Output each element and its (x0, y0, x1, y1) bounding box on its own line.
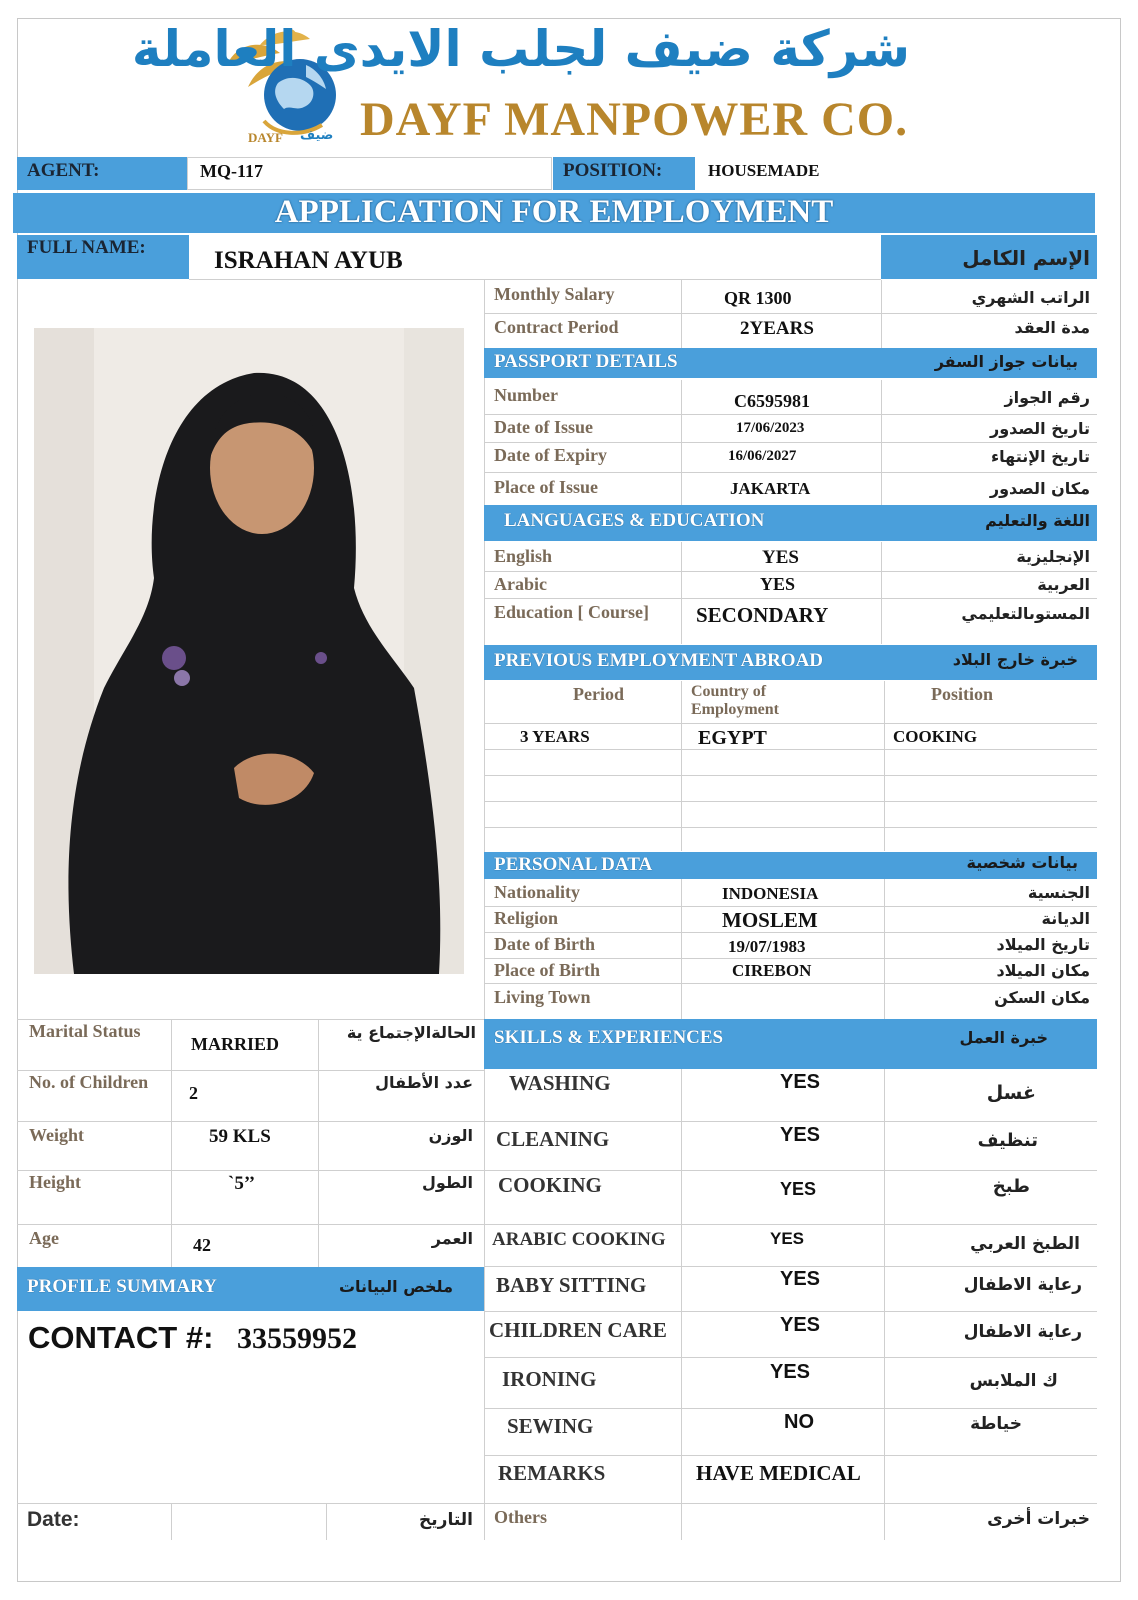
arabic-ar: العربية (1037, 575, 1090, 594)
employment-col-position: Position (931, 684, 994, 704)
remarks-label: REMARKS (498, 1461, 606, 1485)
others-label: Others (494, 1507, 547, 1527)
contact-label: CONTACT #: (28, 1320, 214, 1355)
height-value: `5’’ (228, 1173, 256, 1194)
period-value: 2YEARS (740, 318, 814, 339)
skill-sewing-ar: خياطة (970, 1414, 1022, 1434)
position-label: POSITION: (563, 160, 663, 181)
employment-title: PREVIOUS EMPLOYMENT ABROAD (494, 650, 824, 671)
employment-col-period: Period (573, 684, 624, 704)
passport-place-ar: مكان الصدور (989, 479, 1090, 498)
employment-row-country: EGYPT (698, 727, 767, 749)
applicant-photo (34, 328, 464, 974)
arabic-value: YES (760, 574, 796, 594)
weight-label: Weight (29, 1125, 85, 1145)
full-name-value: ISRAHAN AYUB (214, 247, 403, 274)
religion-value: MOSLEM (722, 908, 818, 932)
logo-text-ar: ضيف (300, 128, 334, 143)
employment-title-ar: خبرة خارج البلاد (952, 650, 1078, 669)
passport-title-ar: بيانات جواز السفر (934, 352, 1078, 371)
skills-title-ar: خبرة العمل (959, 1028, 1048, 1047)
height-label: Height (29, 1172, 81, 1192)
company-name-en: DAYF MANPOWER CO. (360, 93, 909, 146)
skill-baby-sitting-value: YES (780, 1268, 821, 1290)
skill-arabic-cooking-ar: الطبخ العربي (970, 1234, 1080, 1254)
skill-cleaning-value: YES (780, 1124, 821, 1146)
languages-title-ar: اللغة والتعليم (985, 511, 1090, 530)
skill-arabic-cooking-value: YES (770, 1229, 805, 1248)
pob-ar: مكان الميلاد (996, 961, 1090, 980)
personal-title: PERSONAL DATA (494, 854, 653, 875)
age-ar: العمر (431, 1229, 473, 1248)
height-ar: الطول (422, 1173, 473, 1192)
skill-washing-label: WASHING (509, 1071, 611, 1095)
marital-label: Marital Status (29, 1021, 141, 1041)
passport-issue-value: 17/06/2023 (736, 420, 805, 436)
passport-expiry-label: Date of Expiry (494, 445, 607, 465)
nationality-label: Nationality (494, 882, 581, 902)
age-label: Age (29, 1228, 59, 1248)
agent-value: MQ-117 (200, 161, 263, 181)
employment-row-position: COOKING (893, 727, 978, 746)
dob-ar: تاريخ الميلاد (996, 935, 1090, 954)
passport-number-ar: رقم الجواز (1004, 388, 1090, 407)
passport-place-label: Place of Issue (494, 477, 598, 497)
education-ar: المستوىالتعليمي (961, 604, 1090, 623)
full-name-label: FULL NAME: (27, 237, 146, 258)
skill-children-care-label: CHILDREN CARE (489, 1318, 667, 1342)
skill-sewing-value: NO (784, 1411, 814, 1433)
passport-number-label: Number (494, 385, 558, 405)
nationality-value: INDONESIA (722, 884, 819, 903)
skill-ironing-ar: ك الملابس (969, 1371, 1058, 1391)
weight-value: 59 KLS (209, 1126, 271, 1147)
agent-label: AGENT: (27, 160, 100, 181)
date-label: Date: (27, 1508, 80, 1531)
arabic-label: Arabic (494, 574, 547, 594)
profile-title: PROFILE SUMMARY (27, 1276, 217, 1297)
skill-cooking-ar: طبخ (992, 1176, 1030, 1197)
employment-row-period: 3 YEARS (520, 727, 590, 746)
others-ar: خبرات أخرى (987, 1509, 1090, 1529)
skill-washing-value: YES (780, 1071, 821, 1093)
full-name-ar: الإسم الكامل (962, 246, 1090, 270)
salary-value: QR 1300 (724, 288, 792, 308)
logo-text-en: DAYF (248, 130, 283, 145)
employment-col-country: Country of Employment (691, 683, 779, 718)
english-ar: الإنجليزية (1016, 547, 1090, 566)
religion-ar: الديانة (1041, 909, 1090, 928)
passport-place-value: JAKARTA (730, 479, 811, 498)
education-value: SECONDARY (696, 603, 829, 627)
religion-label: Religion (494, 908, 559, 928)
children-value: 2 (189, 1083, 198, 1103)
languages-title: LANGUAGES & EDUCATION (504, 510, 765, 531)
salary-ar: الراتب الشهري (971, 288, 1090, 307)
passport-issue-ar: تاريخ الصدور (990, 419, 1090, 438)
position-value: HOUSEMADE (708, 161, 820, 180)
salary-label: Monthly Salary (494, 284, 615, 304)
passport-number-value: C6595981 (734, 391, 810, 411)
marital-ar: الحالةالإجتماع ية (346, 1023, 476, 1042)
form-title: APPLICATION FOR EMPLOYMENT (274, 194, 834, 230)
profile-title-ar: ملخص البيانات (338, 1277, 453, 1296)
marital-value: MARRIED (191, 1034, 279, 1054)
children-label: No. of Children (29, 1072, 149, 1092)
children-ar: عدد الأطفال (375, 1073, 473, 1092)
passport-expiry-value: 16/06/2027 (728, 448, 797, 464)
skill-children-care-value: YES (780, 1314, 821, 1336)
period-label: Contract Period (494, 317, 619, 337)
skill-ironing-label: IRONING (502, 1367, 597, 1391)
skill-cleaning-ar: تنظيف (977, 1130, 1038, 1151)
skill-baby-sitting-label: BABY SITTING (496, 1273, 647, 1297)
living-town-ar: مكان السكن (994, 988, 1090, 1007)
passport-expiry-ar: تاريخ الإنتهاء (990, 447, 1090, 466)
skill-cleaning-label: CLEANING (496, 1127, 610, 1151)
skill-washing-ar: غسل (986, 1082, 1036, 1104)
period-ar: مدة العقد (1014, 318, 1090, 337)
skill-sewing-label: SEWING (507, 1414, 594, 1438)
nationality-ar: الجنسية (1027, 883, 1090, 902)
remarks-value: HAVE MEDICAL (696, 1461, 861, 1485)
skill-baby-sitting-ar: رعاية الاطفال (963, 1275, 1082, 1295)
pob-value: CIREBON (732, 961, 812, 980)
education-label: Education [ Course] (494, 602, 650, 622)
dob-label: Date of Birth (494, 934, 595, 954)
english-value: YES (762, 547, 799, 568)
passport-issue-label: Date of Issue (494, 417, 593, 437)
dob-value: 19/07/1983 (728, 937, 806, 956)
weight-ar: الوزن (428, 1126, 473, 1145)
skill-cooking-value: YES (780, 1179, 817, 1199)
skill-ironing-value: YES (770, 1361, 811, 1383)
skills-title: SKILLS & EXPERIENCES (494, 1027, 724, 1048)
contact-value: 33559952 (237, 1322, 357, 1355)
living-town-label: Living Town (494, 987, 591, 1007)
personal-title-ar: بيانات شخصية (966, 853, 1078, 872)
passport-title: PASSPORT DETAILS (494, 351, 678, 372)
pob-label: Place of Birth (494, 960, 600, 980)
skill-arabic-cooking-label: ARABIC COOKING (492, 1229, 666, 1250)
date-ar: التاريخ (419, 1510, 473, 1530)
age-value: 42 (193, 1235, 211, 1255)
company-name-ar: شركة ضيف لجلب الايدى العاملة (131, 20, 910, 78)
english-label: English (494, 546, 553, 566)
skill-children-care-ar: رعاية الاطفال (963, 1322, 1082, 1342)
skill-cooking-label: COOKING (498, 1173, 602, 1197)
